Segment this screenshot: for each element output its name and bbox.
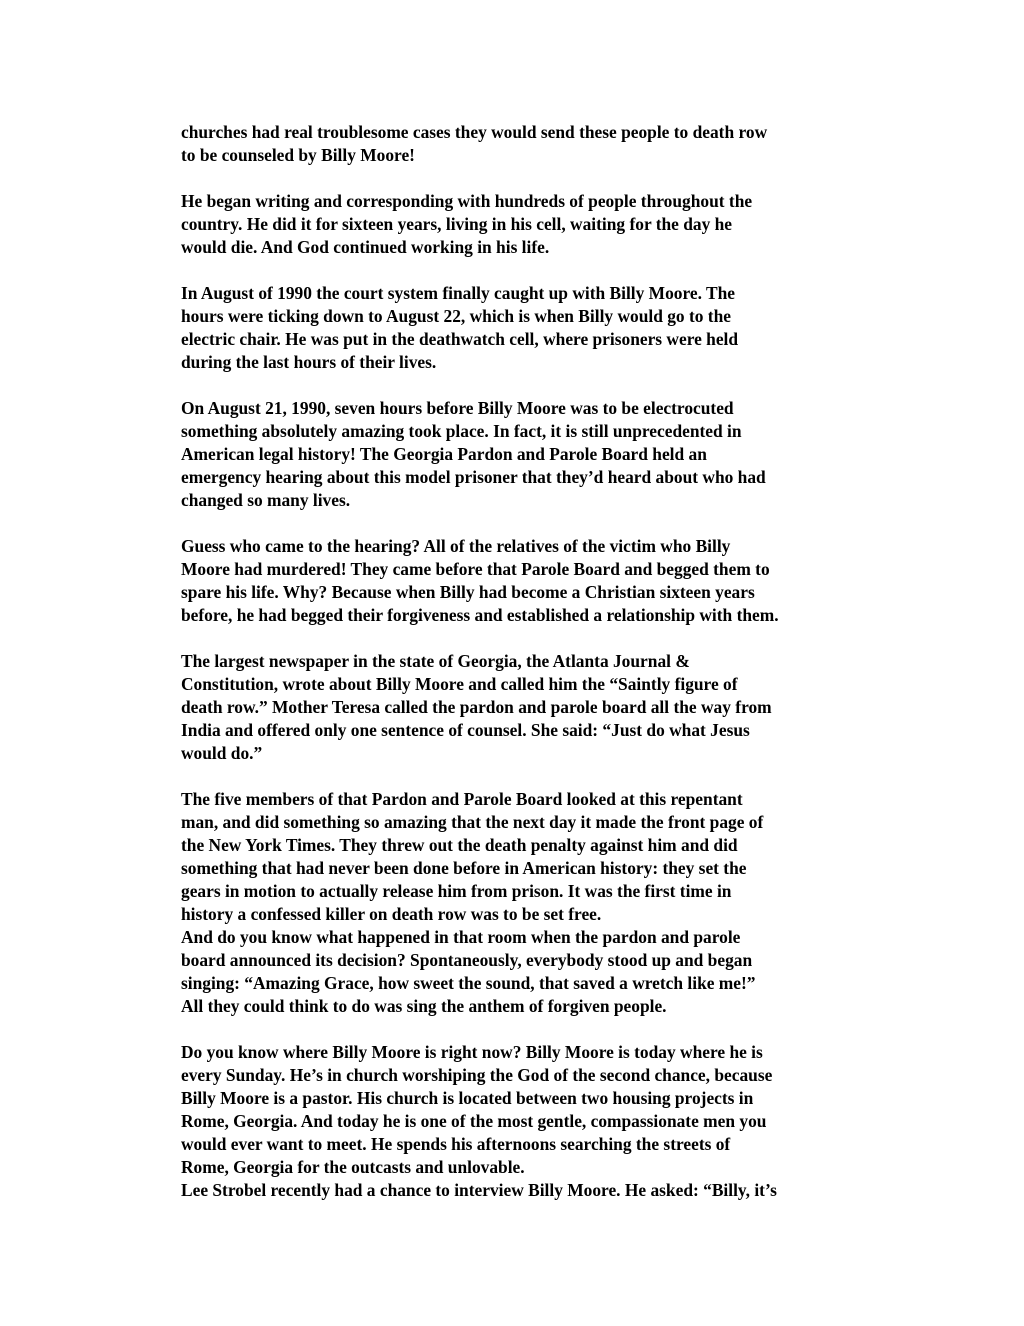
text-line: before, he had begged their forgiveness and established a relationship with them. <box>181 605 779 625</box>
paragraph <box>181 397 881 512</box>
text-line: electric chair. He was put in the deathwatch cell, where prisoners were held <box>181 329 739 349</box>
text-line: to be counseled by Billy Moore! <box>181 145 415 165</box>
text-line: The five members of that Pardon and Parole Board looked at this repentant <box>181 789 743 809</box>
text-line: spare his life. Why? Because when Billy had become a Christian sixteen years <box>181 582 755 602</box>
text-line: He began writing and corresponding with hundreds of people throughout the <box>181 191 753 211</box>
text-line: emergency hearing about this model prisoner that they’d heard about who had <box>181 467 766 487</box>
text-line: would die. And God continued working in his life. <box>181 237 550 257</box>
text-line: country. He did it for sixteen years, living in his cell, waiting for the day he <box>181 214 733 234</box>
text-line: Guess who came to the hearing? All of the relatives of the victim who Billy <box>181 536 731 556</box>
text-line: something that had never been done before in American history: they set the <box>181 858 747 878</box>
text-line: singing: “Amazing Grace, how sweet the sound, that saved a wretch like me!” <box>181 973 756 993</box>
text-line: And do you know what happened in that room when the pardon and parole <box>181 927 741 947</box>
text-line: death row.” Mother Teresa called the pardon and parole board all the way from <box>181 697 772 717</box>
text-line: hours were ticking down to August 22, which is when Billy would go to the <box>181 306 731 326</box>
text-line: On August 21, 1990, seven hours before Billy Moore was to be electrocuted <box>181 398 734 418</box>
text-line: Rome, Georgia for the outcasts and unlovable. <box>181 1157 525 1177</box>
text-line: Billy Moore is a pastor. His church is located between two housing projects in <box>181 1088 754 1108</box>
paragraph <box>181 926 881 1018</box>
text-line: man, and did something so amazing that the next day it made the front page of <box>181 812 764 832</box>
paragraph <box>181 1179 881 1202</box>
text-line: American legal history! The Georgia Pardon and Parole Board held an <box>181 444 707 464</box>
text-line: The largest newspaper in the state of Georgia, the Atlanta Journal & <box>181 651 690 671</box>
paragraph <box>181 788 881 926</box>
text-line: the New York Times. They threw out the death penalty against him and did <box>181 835 738 855</box>
text-line: Constitution, wrote about Billy Moore and called him the “Saintly figure of <box>181 674 738 694</box>
text-line: board announced its decision? Spontaneously, everybody stood up and began <box>181 950 753 970</box>
text-line: during the last hours of their lives. <box>181 352 437 372</box>
paragraph <box>181 535 881 627</box>
text-line: Moore had murdered! They came before that Parole Board and begged them to <box>181 559 770 579</box>
paragraph <box>181 121 881 167</box>
text-line: India and offered only one sentence of counsel. She said: “Just do what Jesus <box>181 720 750 740</box>
text-line: All they could think to do was sing the anthem of forgiven people. <box>181 996 667 1016</box>
text-line: would ever want to meet. He spends his afternoons searching the streets of <box>181 1134 731 1154</box>
paragraph <box>181 650 881 765</box>
text-line: every Sunday. He’s in church worshiping the God of the second chance, because <box>181 1065 773 1085</box>
text-line: history a confessed killer on death row was to be set free. <box>181 904 602 924</box>
text-line: gears in motion to actually release him from prison. It was the first time in <box>181 881 732 901</box>
text-line: something absolutely amazing took place. In fact, it is still unprecedented in <box>181 421 742 441</box>
text-line: Do you know where Billy Moore is right now? Billy Moore is today where he is <box>181 1042 763 1062</box>
document-body <box>181 121 881 1225</box>
text-line: churches had real troublesome cases they would send these people to death row <box>181 122 768 142</box>
paragraph <box>181 282 881 374</box>
text-line: In August of 1990 the court system finally caught up with Billy Moore. The <box>181 283 735 303</box>
paragraph <box>181 190 881 259</box>
text-line: Rome, Georgia. And today he is one of the most gentle, compassionate men you <box>181 1111 767 1131</box>
text-line: would do.” <box>181 743 263 763</box>
text-line: Lee Strobel recently had a chance to interview Billy Moore. He asked: “Billy, it’s <box>181 1180 777 1200</box>
text-line: changed so many lives. <box>181 490 351 510</box>
paragraph <box>181 1041 881 1179</box>
